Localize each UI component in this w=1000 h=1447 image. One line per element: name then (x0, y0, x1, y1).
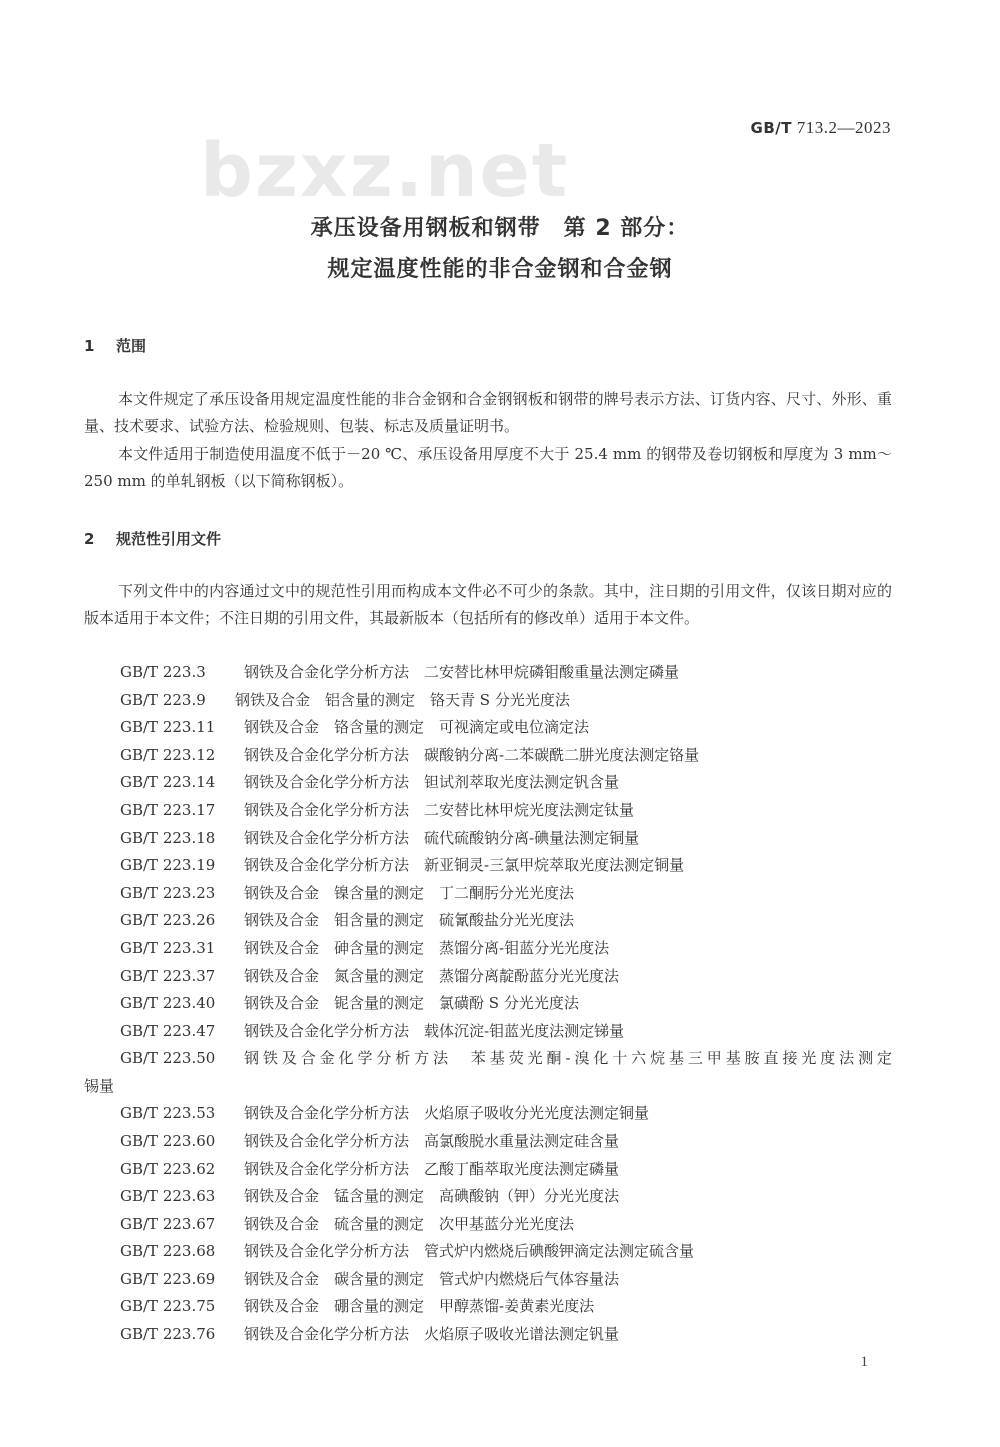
reference-title: 钢铁及合金 碳含量的测定 管式炉内燃烧后气体容量法 (244, 1269, 620, 1288)
watermark: bzxz.net (200, 128, 570, 214)
reference-item (84, 880, 892, 908)
reference-item (84, 714, 892, 742)
reference-item (84, 797, 892, 825)
reference-item (84, 907, 892, 935)
section-number: 2 (84, 530, 95, 548)
reference-code: GB/T 223.23 (120, 883, 216, 902)
reference-code: GB/T 223.67 (120, 1214, 216, 1233)
reference-item (84, 742, 892, 770)
reference-item (84, 1211, 892, 1239)
reference-title: 钢铁及合金 砷含量的测定 蒸馏分离-钼蓝分光光度法 (244, 938, 610, 957)
reference-code: GB/T 223.63 (120, 1187, 216, 1206)
title-line-1: 承压设备用钢板和钢带 第 2 部分： (310, 216, 690, 241)
reference-item (84, 1183, 892, 1211)
reference-code: GB/T 223.62 (120, 1159, 216, 1178)
reference-code: GB/T 223.18 (120, 828, 216, 847)
standard-code (751, 118, 891, 138)
page-number: 1 (860, 1354, 868, 1370)
reference-code: GB/T 223.19 (120, 856, 216, 875)
reference-title: 钢铁及合金化学分析方法 钽试剂萃取光度法测定钒含量 (244, 773, 620, 792)
reference-item (84, 769, 892, 797)
reference-code: GB/T 223.50 (120, 1049, 216, 1068)
reference-item (84, 852, 892, 880)
reference-code: GB/T 223.3 (120, 663, 206, 681)
reference-code: GB/T 223.76 (120, 1325, 216, 1344)
reference-list (84, 659, 892, 1349)
reference-title: 钢铁及合金 铝含量的测定 铬天青 S 分光光度法 (235, 690, 570, 709)
reference-item (84, 963, 892, 991)
reference-item (84, 1156, 892, 1184)
reference-title: 钢铁及合金 锰含量的测定 高碘酸钠（钾）分光光度法 (244, 1187, 620, 1206)
reference-item (84, 687, 892, 715)
reference-title: 钢铁及合金化学分析方法 乙酸丁酯萃取光度法测定磷量 (244, 1159, 620, 1178)
reference-item (84, 1045, 892, 1100)
reference-code: GB/T 223.37 (120, 966, 216, 985)
reference-code: GB/T 223.75 (120, 1297, 216, 1316)
reference-code: GB/T 223.17 (120, 800, 216, 819)
reference-title: 钢铁及合金 钼含量的测定 硫氰酸盐分光光度法 (244, 911, 575, 930)
reference-item (84, 1238, 892, 1266)
reference-title: 钢铁及合金化学分析方法 苯基荧光酮-溴化十六烷基三甲基胺直接光度法测定 (244, 1049, 892, 1068)
reference-item (84, 935, 892, 963)
title-line-2: 规定温度性能的非合金钢和合金钢 (327, 257, 673, 282)
references-intro: 下列文件中的内容通过文中的规范性引用而构成本文件必不可少的条款。其中，注日期的引用文件，仅该日期对应的版本适用于本文件；不注日期的引用文件，其最新版本（包括所有的修改单）适用于本文件。 (84, 582, 892, 627)
reference-code: GB/T 223.31 (120, 938, 216, 957)
reference-code: GB/T 223.40 (120, 994, 216, 1013)
reference-title: 钢铁及合金化学分析方法 二安替比林甲烷光度法测定钛量 (244, 800, 635, 819)
reference-title: 钢铁及合金化学分析方法 高氯酸脱水重量法测定硅含量 (244, 1131, 620, 1150)
reference-item (84, 659, 892, 687)
standard-code-prefix: GB/T (750, 119, 792, 137)
reference-code: GB/T 223.11 (120, 718, 216, 737)
reference-item (84, 1100, 892, 1128)
scope-paragraph-1: 本文件规定了承压设备用规定温度性能的非合金钢和合金钢钢板和钢带的牌号表示方法、订货内容、尺寸、外形、重量、技术要求、试验方法、检验规则、包装、标志及质量证明书。 (84, 390, 892, 435)
section-1-heading (84, 335, 146, 356)
reference-title: 钢铁及合金 氮含量的测定 蒸馏分离靛酚蓝分光光度法 (244, 966, 620, 985)
reference-item (84, 990, 892, 1018)
reference-code: GB/T 223.26 (120, 911, 216, 930)
reference-code: GB/T 223.53 (120, 1104, 216, 1123)
section-number: 1 (84, 337, 95, 355)
reference-item (84, 1321, 892, 1349)
reference-code: GB/T 223.60 (120, 1131, 216, 1150)
reference-title: 钢铁及合金化学分析方法 硫代硫酸钠分离-碘量法测定铜量 (244, 828, 640, 847)
reference-title: 钢铁及合金 硼含量的测定 甲醇蒸馏-姜黄素光度法 (244, 1297, 595, 1316)
reference-title: 钢铁及合金化学分析方法 新亚铜灵-三氯甲烷萃取光度法测定铜量 (244, 856, 685, 875)
reference-title: 钢铁及合金 硫含量的测定 次甲基蓝分光光度法 (244, 1214, 575, 1233)
reference-item (84, 1018, 892, 1046)
reference-code: GB/T 223.12 (120, 745, 216, 764)
reference-title: 钢铁及合金 铬含量的测定 可视滴定或电位滴定法 (244, 718, 590, 737)
reference-title: 钢铁及合金化学分析方法 碳酸钠分离-二苯碳酰二肼光度法测定铬量 (244, 745, 700, 764)
reference-title: 钢铁及合金化学分析方法 管式炉内燃烧后碘酸钾滴定法测定硫含量 (244, 1242, 695, 1261)
reference-item (84, 825, 892, 853)
reference-code: GB/T 223.69 (120, 1269, 216, 1288)
reference-code: GB/T 223.68 (120, 1242, 216, 1261)
reference-title: 钢铁及合金化学分析方法 火焰原子吸收分光光度法测定铜量 (244, 1104, 650, 1123)
standard-code-number: 713.2—2023 (792, 118, 891, 137)
reference-title: 钢铁及合金化学分析方法 载体沉淀-钼蓝光度法测定锑量 (244, 1021, 625, 1040)
reference-item (84, 1128, 892, 1156)
reference-title: 钢铁及合金化学分析方法 二安替比林甲烷磷钼酸重量法测定磷量 (244, 663, 680, 681)
reference-code: GB/T 223.14 (120, 773, 216, 792)
section-2-heading (84, 528, 221, 549)
reference-title: 钢铁及合金 铌含量的测定 氯磺酚 S 分光光度法 (244, 994, 579, 1013)
section-title: 规范性引用文件 (116, 530, 222, 548)
section-title: 范围 (116, 337, 147, 355)
reference-title: 钢铁及合金化学分析方法 火焰原子吸收光谱法测定钒量 (244, 1325, 620, 1344)
scope-paragraph-2: 本文件适用于制造使用温度不低于－20 ℃、承压设备用厚度不大于 25.4 mm 的钢带及卷切钢板和厚度为 3 mm～250 mm 的单轧钢板（以下简称钢板）。 (84, 445, 892, 490)
reference-code: GB/T 223.47 (120, 1021, 216, 1040)
reference-title: 钢铁及合金 镍含量的测定 丁二酮肟分光光度法 (244, 883, 575, 902)
reference-item (84, 1266, 892, 1294)
reference-item (84, 1293, 892, 1321)
reference-title-continuation: 锡量 (84, 1076, 115, 1095)
reference-code: GB/T 223.9 (120, 690, 206, 709)
